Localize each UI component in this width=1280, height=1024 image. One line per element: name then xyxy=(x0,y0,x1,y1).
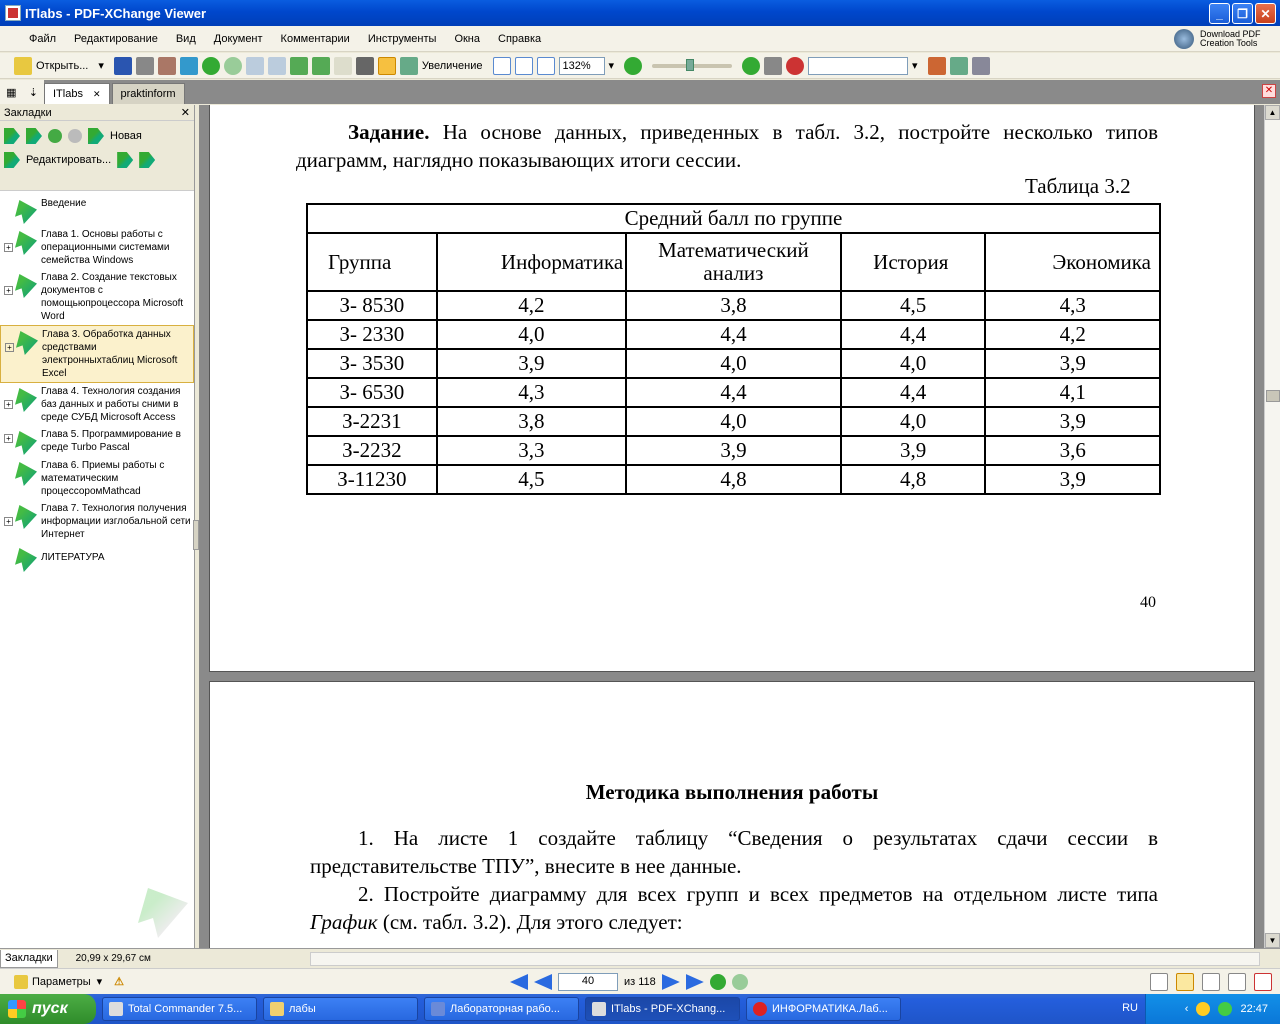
menu-document[interactable]: Документ xyxy=(213,32,263,45)
step-2-text: 2. Постройте диаграмму для всех групп и всех предметов на отдельном листе типа xyxy=(358,882,1158,906)
task-paragraph xyxy=(296,118,1158,174)
bookmark-label: Глава 2. Создание текстовых документов с помощьюпроцессора Microsoft Word xyxy=(41,272,184,322)
system-tray xyxy=(1145,994,1280,1024)
window-title: ITlabs - PDF-XChange Viewer xyxy=(25,5,207,21)
status-bar xyxy=(0,968,1280,994)
bookmark-item[interactable] xyxy=(0,269,194,325)
bookmarks-list xyxy=(0,191,194,574)
table-cell: 4,0 xyxy=(626,349,841,378)
expand-icon[interactable]: + xyxy=(4,434,13,443)
bookmark-label: Глава 3. Обработка данных средствами электронныхтаблиц Microsoft Excel xyxy=(42,329,178,379)
table-row xyxy=(307,320,1160,349)
close-document-icon[interactable]: ✕ xyxy=(1262,84,1276,98)
fit-width-icon[interactable] xyxy=(537,57,555,75)
zoom-dropdown-arrow[interactable]: ▾ xyxy=(608,60,615,72)
table-title: Средний балл по группе xyxy=(307,204,1160,233)
page-number-input[interactable]: 40 xyxy=(558,973,618,991)
bookmarks-panel-header xyxy=(0,105,194,121)
params-dropdown-arrow[interactable]: ▾ xyxy=(96,976,103,988)
table-cell: 4,8 xyxy=(841,465,986,494)
bookmark-label: Глава 4. Технология создания баз данных и работы сними в среде СУБД Microsoft Access xyxy=(41,386,181,423)
zoom-out-bookmark-icon[interactable] xyxy=(68,129,82,143)
new-bookmark-button[interactable]: Новая xyxy=(110,130,142,142)
find-icon[interactable] xyxy=(928,57,946,75)
start-label: пуск xyxy=(32,1000,68,1017)
table-row xyxy=(307,436,1160,465)
zoom-slider-thumb[interactable] xyxy=(686,59,694,71)
expand-icon[interactable]: + xyxy=(4,517,13,526)
tray-security-icon[interactable] xyxy=(1218,1002,1232,1016)
bookmark-label: ЛИТЕРАТУРА xyxy=(41,552,105,563)
sort-icon[interactable]: ⇣ xyxy=(28,86,38,99)
delete-bookmark-icon[interactable] xyxy=(139,152,155,168)
thumbnails-icon[interactable]: ▦ xyxy=(6,86,17,99)
tray-app-icon[interactable] xyxy=(1196,1002,1210,1016)
bookmark-icon xyxy=(15,505,37,529)
expand-icon[interactable]: + xyxy=(5,343,14,352)
header-cell: Информатика xyxy=(437,233,627,291)
zoom-out-icon[interactable] xyxy=(624,57,642,75)
search-dropdown-arrow[interactable]: ▾ xyxy=(912,60,918,72)
step-1-paragraph: 1. На листе 1 создайте таблицу “Сведения о результатах сдачи сессии в представительстве ТПУ”, внесите в нее данные. xyxy=(310,826,1158,878)
document-tabs-bar xyxy=(0,80,1280,104)
table-cell: 4,5 xyxy=(437,465,627,494)
page-size-label: 20,99 x 29,67 см xyxy=(75,953,151,964)
zoom-input[interactable]: 132% xyxy=(559,57,605,75)
continuous-facing-icon[interactable] xyxy=(1228,973,1246,991)
bookmark-item[interactable] xyxy=(0,426,194,457)
facing-pages-icon[interactable] xyxy=(1202,973,1220,991)
tray-arrow-icon[interactable]: ‹ xyxy=(1184,1003,1189,1015)
open-folder-icon[interactable] xyxy=(14,57,32,75)
table-cell: 4,4 xyxy=(841,378,986,407)
table-cell: 4,0 xyxy=(437,320,627,349)
open-button[interactable]: Открыть... xyxy=(36,59,89,72)
language-indicator[interactable]: RU xyxy=(1122,1002,1138,1014)
table-cell: 3,8 xyxy=(437,407,627,436)
header-cell: Математический анализ xyxy=(626,233,841,291)
bookmark-label: Введение xyxy=(41,198,87,209)
bookmark-icon xyxy=(15,431,37,455)
zoom-slider[interactable] xyxy=(652,64,732,68)
menu-bar xyxy=(0,26,1280,52)
table-cell: 4,2 xyxy=(985,320,1160,349)
table-cell: 4,2 xyxy=(437,291,627,320)
hand-tool-icon[interactable] xyxy=(334,57,352,75)
taskbar-total-commander[interactable] xyxy=(102,997,257,1021)
header-cell: Экономика xyxy=(985,233,1160,291)
maximize-button[interactable]: ❐ xyxy=(1232,3,1253,24)
move-bookmark-icon[interactable] xyxy=(117,152,133,168)
close-button[interactable]: ✕ xyxy=(1255,3,1276,24)
table-cell: 4,4 xyxy=(626,320,841,349)
tools-icon[interactable] xyxy=(972,57,990,75)
params-icon[interactable] xyxy=(14,975,28,989)
taskbar-folder-laby[interactable] xyxy=(263,997,418,1021)
vertical-scrollbar[interactable] xyxy=(1264,105,1280,948)
task-bold: Задание. xyxy=(348,120,430,144)
bookmark-label: Глава 6. Приемы работы с математическим процессоромMathcad xyxy=(41,460,165,497)
grades-table xyxy=(306,203,1161,495)
taskbar-label: лабы xyxy=(289,1003,316,1015)
tab-praktinform-label: praktinform xyxy=(120,88,176,100)
table-cell: 4,0 xyxy=(841,349,986,378)
bookmarks-panel-title: Закладки xyxy=(4,106,52,119)
nav-forward-icon[interactable] xyxy=(732,974,748,990)
select-text-icon[interactable] xyxy=(378,57,396,75)
bookmark-icon xyxy=(15,388,37,412)
table-cell: 3,9 xyxy=(985,465,1160,494)
new-bookmark-icon[interactable] xyxy=(88,128,104,144)
bookmark-item[interactable] xyxy=(0,500,194,543)
bookmark-item[interactable] xyxy=(0,195,194,226)
table-cell: 3,9 xyxy=(841,436,986,465)
table-row xyxy=(307,291,1160,320)
panel-tab-bar xyxy=(0,948,1280,968)
bookmarks-bottom-tab[interactable]: Закладки xyxy=(0,950,58,968)
taskbar-label: Total Commander 7.5... xyxy=(128,1003,243,1015)
menu-comments[interactable]: Комментарии xyxy=(280,32,350,45)
bookmark-label: Глава 5. Программирование в среде Turbo Pascal xyxy=(41,429,181,453)
close-tab-icon[interactable]: ✕ xyxy=(92,89,101,99)
bookmark-item[interactable] xyxy=(0,543,194,574)
table-cell: З-2231 xyxy=(307,407,437,436)
save-icon[interactable] xyxy=(114,57,132,75)
table-caption: Таблица 3.2 xyxy=(1025,174,1131,198)
table-cell: 4,8 xyxy=(626,465,841,494)
menu-tools[interactable]: Инструменты xyxy=(367,32,437,45)
prev-page-icon[interactable] xyxy=(534,974,552,990)
bookmark-label: Глава 1. Основы работы с операционными системами семейства Windows xyxy=(41,229,170,266)
clock: 22:47 xyxy=(1240,1003,1268,1015)
table-cell: 3,9 xyxy=(437,349,627,378)
table-cell: 3,8 xyxy=(626,291,841,320)
params-button[interactable]: Параметры xyxy=(32,975,91,988)
main-toolbar xyxy=(0,53,1280,79)
open-dropdown-arrow[interactable]: ▾ xyxy=(98,60,104,72)
pdf-export-icon[interactable] xyxy=(1254,973,1272,991)
table-cell: 3,3 xyxy=(437,436,627,465)
taskbar-label: ITlabs - PDF-XChang... xyxy=(611,1003,726,1015)
download-line2: Creation Tools xyxy=(1200,37,1258,48)
table-row xyxy=(307,378,1160,407)
back-icon[interactable] xyxy=(202,57,220,75)
table-cell: 3,9 xyxy=(626,436,841,465)
bookmark-item[interactable] xyxy=(0,226,194,269)
ask-icon[interactable] xyxy=(786,57,804,75)
horizontal-scrollbar[interactable] xyxy=(310,952,1260,966)
table-cell: 4,0 xyxy=(626,407,841,436)
bookmark-icon xyxy=(15,231,37,255)
table-cell: З- 8530 xyxy=(307,291,437,320)
bookmark-icon xyxy=(16,331,38,355)
start-button[interactable] xyxy=(0,994,96,1024)
bookmark-item[interactable] xyxy=(0,457,194,500)
header-cell: Группа xyxy=(307,233,437,291)
redo-icon[interactable] xyxy=(268,57,286,75)
page-navigation xyxy=(510,973,748,991)
menu-windows[interactable]: Окна xyxy=(454,32,480,45)
bookmarks-panel xyxy=(0,105,195,948)
table-cell: 4,3 xyxy=(437,378,627,407)
table-cell: 4,4 xyxy=(841,320,986,349)
table-cell: З- 2330 xyxy=(307,320,437,349)
table-cell: 3,6 xyxy=(985,436,1160,465)
table-cell: 3,9 xyxy=(985,407,1160,436)
bookmark-item[interactable] xyxy=(0,383,194,426)
tab-itlabs-label: ITlabs xyxy=(53,88,83,100)
taskbar-label: ИНФОРМАТИКА.Лаб... xyxy=(772,1003,888,1015)
table-cell: 4,1 xyxy=(985,378,1160,407)
document-view[interactable] xyxy=(199,105,1264,948)
bookmark-icon xyxy=(15,548,37,572)
search-doc-icon[interactable] xyxy=(180,57,198,75)
globe-icon xyxy=(1174,29,1194,49)
opera-icon xyxy=(753,1002,767,1016)
nav-back-icon[interactable] xyxy=(710,974,726,990)
taskbar-word-doc[interactable] xyxy=(424,997,579,1021)
zoom-tool-button[interactable]: Увеличение xyxy=(421,59,483,72)
table-cell: З- 3530 xyxy=(307,349,437,378)
menu-help[interactable]: Справка xyxy=(498,32,542,45)
menu-edit[interactable]: Редактирование xyxy=(74,32,158,45)
single-page-icon[interactable] xyxy=(1150,973,1168,991)
taskbar-label: Лабораторная рабо... xyxy=(450,1003,560,1015)
windows-logo-icon xyxy=(8,1000,26,1018)
bookmark-icon xyxy=(15,462,37,486)
folder-icon xyxy=(270,1002,284,1016)
expand-all-icon[interactable] xyxy=(4,128,20,144)
zoom-in-icon[interactable] xyxy=(742,57,760,75)
find-options-icon[interactable] xyxy=(950,57,968,75)
bookmark-item-selected[interactable] xyxy=(0,325,194,383)
rotate-right-icon[interactable] xyxy=(312,57,330,75)
pdf-viewer-icon xyxy=(592,1002,606,1016)
table-cell: З-11230 xyxy=(307,465,437,494)
table-cell: 4,0 xyxy=(841,407,986,436)
expand-icon[interactable]: + xyxy=(4,243,13,252)
bookmark-watermark-icon xyxy=(138,888,188,938)
collapse-all-icon[interactable] xyxy=(26,128,42,144)
scroll-up-arrow[interactable]: ▲ xyxy=(1265,105,1280,120)
warning-icon[interactable]: ⚠ xyxy=(114,976,125,988)
table-cell: 4,3 xyxy=(985,291,1160,320)
first-page-icon[interactable] xyxy=(510,974,528,990)
page-number: 40 xyxy=(1140,594,1156,611)
step-2-paragraph xyxy=(310,880,1158,936)
table-cell: З-2232 xyxy=(307,436,437,465)
header-cell: История xyxy=(841,233,986,291)
actual-size-icon[interactable] xyxy=(493,57,511,75)
app-icon[interactable] xyxy=(5,5,21,21)
table-row xyxy=(307,407,1160,436)
bookmark-icon xyxy=(15,200,37,224)
zoom-in-bookmark-icon[interactable] xyxy=(48,129,62,143)
rotate-left-icon[interactable] xyxy=(290,57,308,75)
edit-bookmark-icon[interactable] xyxy=(4,152,20,168)
table-cell: З- 6530 xyxy=(307,378,437,407)
step-2-text-end: (см. табл. 3.2). Для этого следует: xyxy=(377,910,683,934)
scroll-thumb[interactable] xyxy=(1266,390,1280,402)
close-panel-icon[interactable]: ✕ xyxy=(180,107,190,119)
windows-taskbar xyxy=(0,994,1280,1024)
table-cell: 4,4 xyxy=(626,378,841,407)
taskbar-opera[interactable] xyxy=(746,997,901,1021)
zoom-tool-icon[interactable] xyxy=(400,57,418,75)
table-cell: 3,9 xyxy=(985,349,1160,378)
word-icon xyxy=(431,1002,445,1016)
panel-toggle-group xyxy=(0,80,44,104)
undo-icon[interactable] xyxy=(246,57,264,75)
taskbar-pdf-xchange[interactable] xyxy=(585,997,740,1021)
binoculars-icon[interactable] xyxy=(764,57,782,75)
pdf-page-40 xyxy=(209,105,1255,672)
page-count-label: из 118 xyxy=(624,976,656,988)
continuous-page-icon[interactable] xyxy=(1176,973,1194,991)
table-row xyxy=(307,349,1160,378)
app-icon xyxy=(109,1002,123,1016)
pdf-page-41 xyxy=(209,681,1255,948)
title-bar xyxy=(0,0,1280,26)
tab-praktinform[interactable] xyxy=(112,83,185,104)
step-2-emphasis: График xyxy=(310,910,378,934)
expand-icon[interactable]: + xyxy=(4,400,13,409)
task-text: На основе данных, приведенных в табл. 3.2, постройте несколько типов диаграмм, наглядно показывающих итоги сессии. xyxy=(296,120,1158,172)
expand-icon[interactable]: + xyxy=(4,286,13,295)
last-page-icon[interactable] xyxy=(686,974,704,990)
edit-bookmark-button[interactable]: Редактировать... xyxy=(26,154,112,166)
bookmark-label: Глава 7. Технология получения информации изглобальной сети Интернет xyxy=(41,503,191,540)
snapshot-icon[interactable] xyxy=(356,57,374,75)
fit-page-icon[interactable] xyxy=(515,57,533,75)
bookmarks-toolbar xyxy=(0,121,194,191)
table-row xyxy=(307,465,1160,494)
tab-itlabs[interactable] xyxy=(44,83,110,104)
next-page-icon[interactable] xyxy=(662,974,680,990)
forward-icon[interactable] xyxy=(224,57,242,75)
minimize-button[interactable]: _ xyxy=(1209,3,1230,24)
download-promo-button[interactable] xyxy=(1174,27,1274,50)
scroll-down-arrow[interactable]: ▼ xyxy=(1265,933,1280,948)
print-icon[interactable] xyxy=(136,57,154,75)
menu-view[interactable]: Вид xyxy=(175,32,196,45)
method-title: Методика выполнения работы xyxy=(585,780,879,804)
download-line1: Download PDF xyxy=(1200,28,1261,39)
bookmark-icon xyxy=(15,274,37,298)
email-icon[interactable] xyxy=(158,57,176,75)
search-input[interactable] xyxy=(808,57,908,75)
menu-file[interactable]: Файл xyxy=(29,32,57,45)
view-mode-icons xyxy=(1150,973,1272,991)
table-cell: 4,5 xyxy=(841,291,986,320)
